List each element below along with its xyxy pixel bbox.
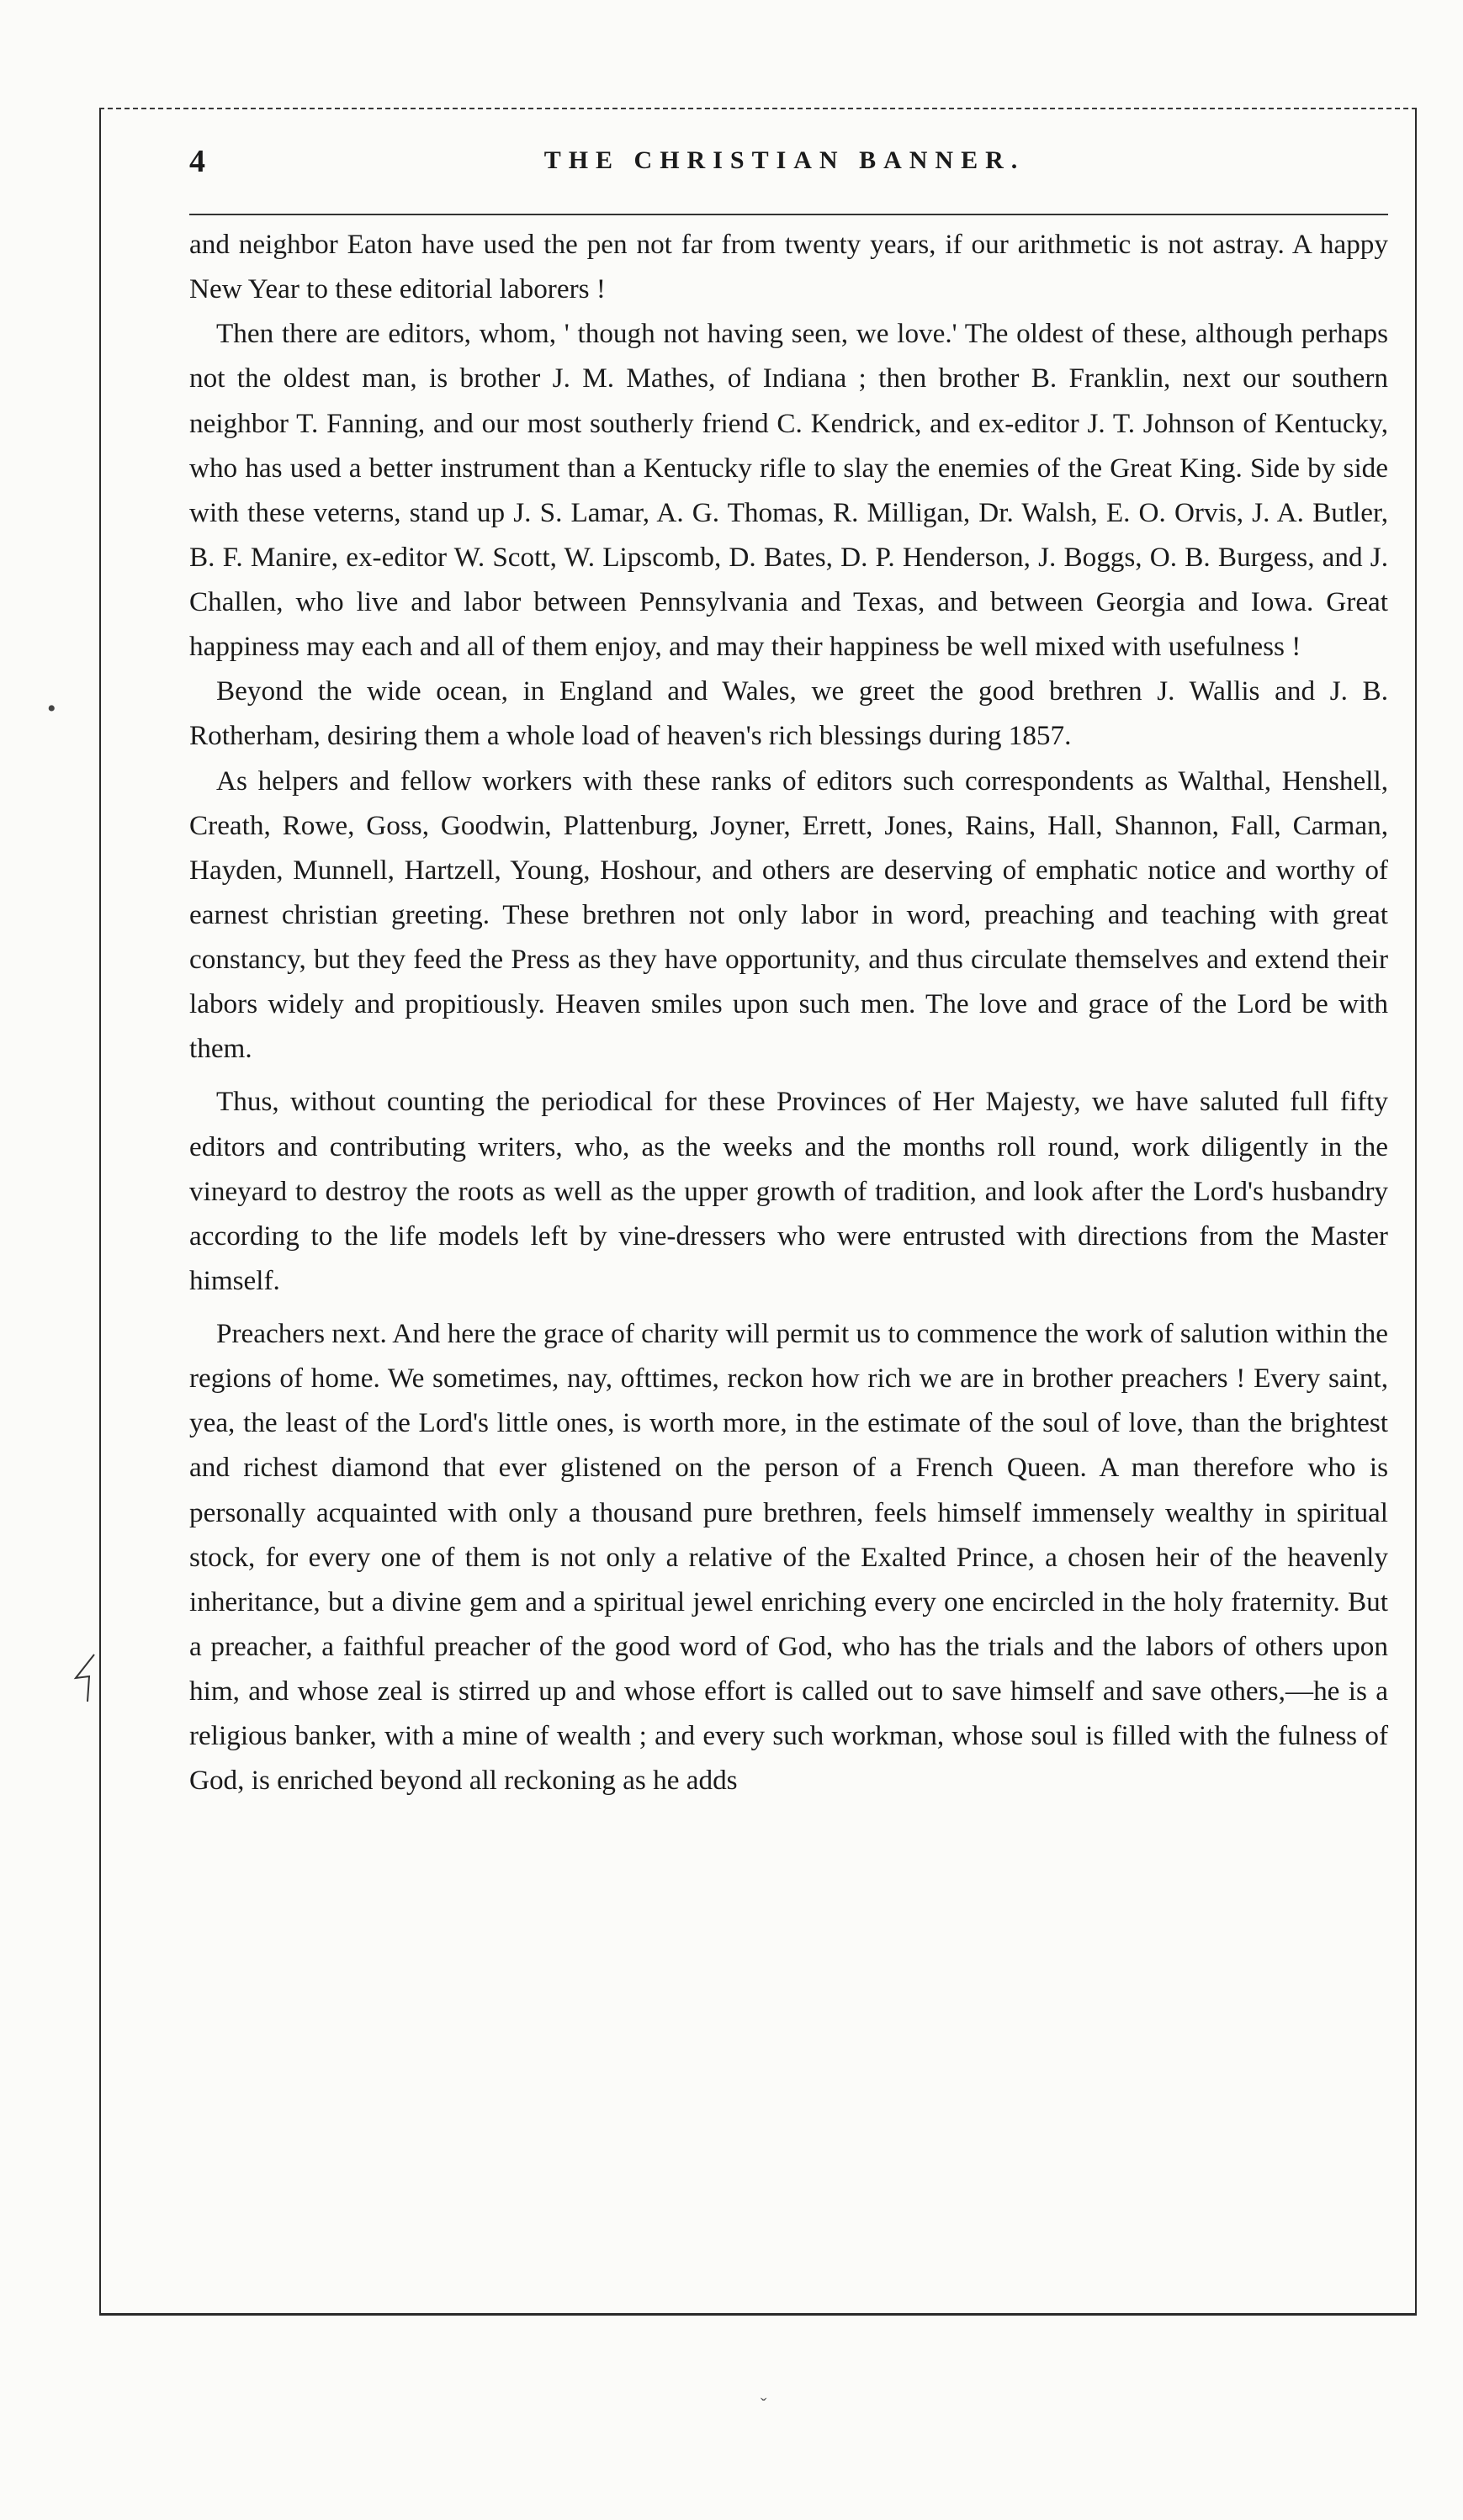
running-title: THE CHRISTIAN BANNER. <box>543 146 1026 174</box>
paragraph-editors: Then there are editors, whom, ' though not having seen, we love.' The oldest of these, although perhaps not the oldest man, is brother J. M. Mathes, of Indiana ; then brother B. Franklin, next our southern neighbor T. Fanning, and our most southerly friend C. Kendrick, and ex-editor J. T. Johnson of Kentucky, who has used a better instrument than a Kentucky rifle to slay the enemies of the Great King. Side by side with these veterns, stand up J. S. Lamar, A. G. Thomas, R. Milligan, Dr. Walsh, E. O. Orvis, J. A. Butler, B. F. Manire, ex-editor W. Scott, W. Lipscomb, D. Bates, D. P. Henderson, J. Boggs, O. B. Burgess, and J. Challen, who live and labor between Pennsylvania and Texas, and between Georgia and Iowa. Great happiness may each and all of them enjoy, and may their happiness be well mixed with usefulness ! <box>189 318 1388 663</box>
margin-pencil-stroke <box>72 1653 98 1703</box>
text-body <box>189 222 1388 1803</box>
paragraph-continuation: and neighbor Eaton have used the pen not far from twenty years, if our arithmetic is not astray. A happy New Year to these editorial laborers ! <box>189 229 1388 305</box>
bottom-mark: ˇ <box>761 2394 767 2415</box>
page-number: 4 <box>189 144 205 179</box>
paragraph-saluted: Thus, without counting the periodical for these Provinces of Her Majesty, we have saluted full fifty editors and contributing writers, who, as the weeks and the months roll round, work diligently in the vineyard to destroy the roots as well as the upper growth of tradition, and look after the Lord's husbandry according to the life models left by vine-dressers who were entrusted with directions from the Master himself. <box>189 1086 1388 1296</box>
paragraph-preachers: Preachers next. And here the grace of charity will permit us to commence the work of salution within the regions of home. We sometimes, nay, ofttimes, reckon how rich we are in brother preachers ! Every saint, yea, the least of the Lord's little ones, is worth more, in the estimate of the soul of love, than the brightest and richest diamond that ever glistened on the person of a French Queen. A man therefore who is personally acquainted with only a thousand pure brethren, feels himself immensely wealthy in spiritual stock, for every one of them is not only a relative of the Exalted Prince, a chosen heir of the heavenly inheritance, but a divine gem and a spiritual jewel enriching every one encircled in the holy fraternity. But a preacher, a faithful preacher of the good word of God, who has the trials and the labors of others upon him, and whose zeal is stirred up and whose effort is called out to save himself and save others,—he is a religious banker, with a mine of wealth ; and every such workman, whose soul is filled with the fulness of God, is enriched beyond all reckoning as he adds <box>189 1318 1388 1797</box>
margin-dot: • <box>47 695 56 723</box>
paragraph-england-wales: Beyond the wide ocean, in England and Wales, we greet the good brethren J. Wallis and J. B. Rotherham, desiring them a whole load of heaven's rich blessings during 1857. <box>189 675 1388 752</box>
running-header <box>189 143 1380 193</box>
paragraph-correspondents: As helpers and fellow workers with these ranks of editors such correspondents as Walthal, Henshell, Creath, Rowe, Goss, Goodwin, Plattenburg, Joyner, Errett, Jones, Rains, Hall, Shannon, Fall, Carman, Hayden, Munnell, Hartzell, Young, Hoshour, and others are deserving of emphatic notice and worthy of earnest christian greeting. These brethren not only labor in word, preaching and teaching with great constancy, but they feed the Press as they have opportunity, and thus circulate themselves and extend their labors widely and propitiously. Heaven smiles upon such men. The love and grace of the Lord be with them. <box>189 765 1388 1065</box>
header-rule <box>189 214 1388 215</box>
